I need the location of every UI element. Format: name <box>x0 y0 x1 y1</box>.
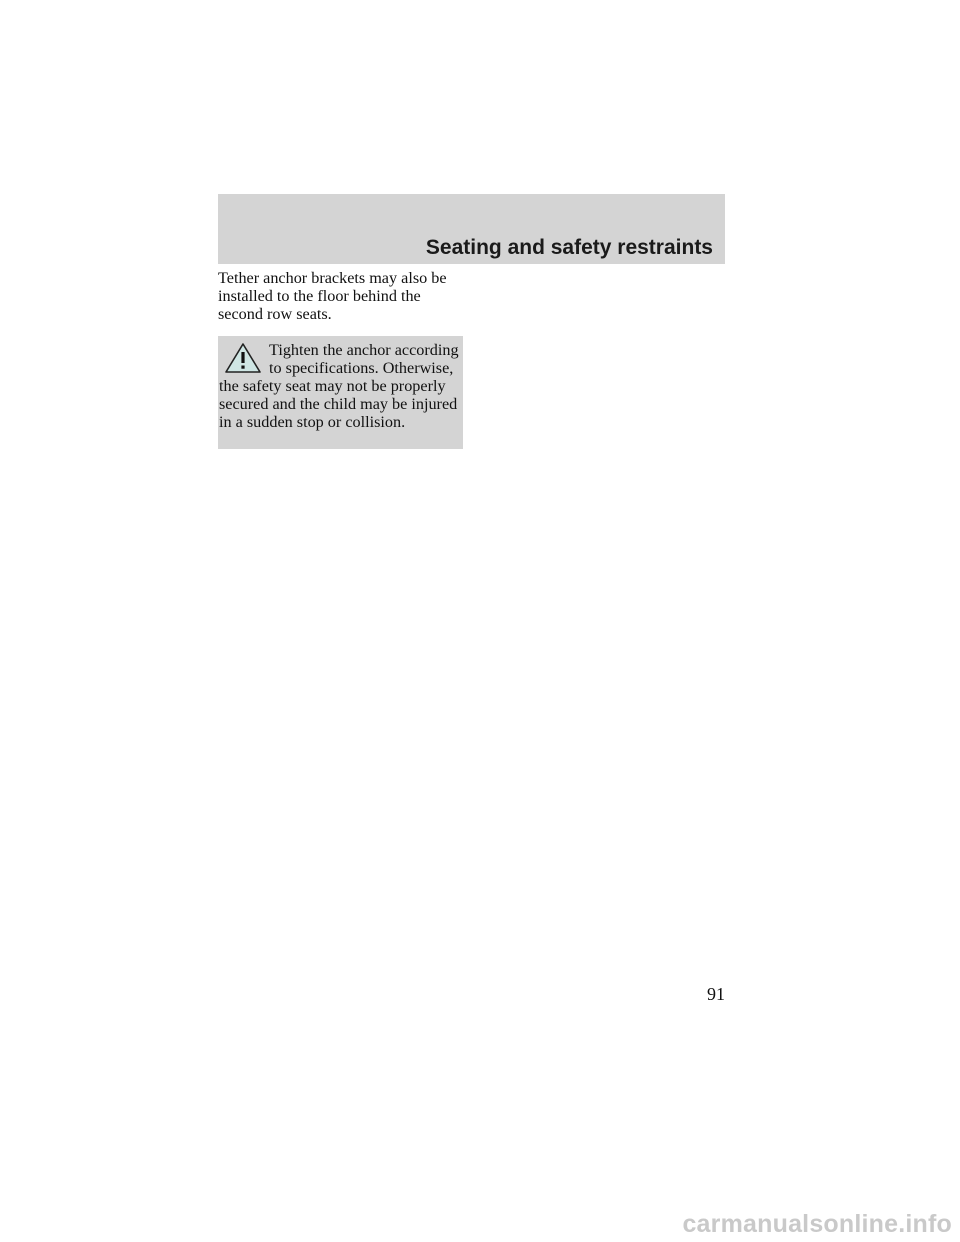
warning-text-container <box>219 341 463 431</box>
warning-box <box>218 336 463 449</box>
section-title: Seating and safety restraints <box>425 236 713 259</box>
section-header-band <box>218 194 725 264</box>
warning-text: Tighten the anchor according to specifications. Otherwise, the safety seat may not be properly secured and the child may be injured in a sudden stop or collision. <box>219 341 459 431</box>
page-number: 91 <box>707 984 725 1004</box>
watermark: carmanualsonline.info <box>682 1210 952 1238</box>
tether-anchor-paragraph: Tether anchor brackets may also be installed to the floor behind the second row seats. <box>218 269 447 323</box>
